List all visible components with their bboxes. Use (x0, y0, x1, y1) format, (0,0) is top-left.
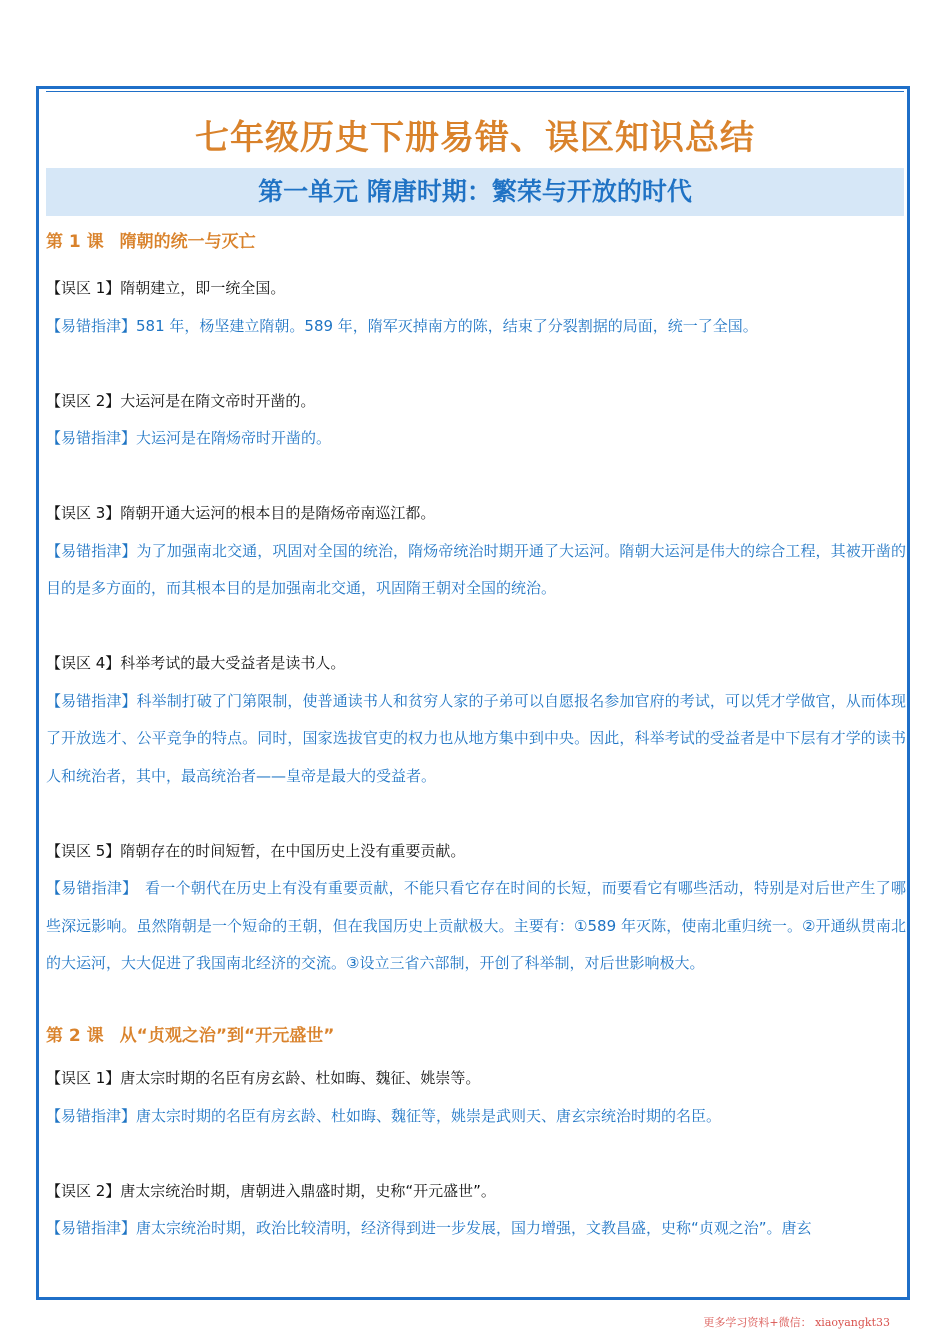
correction-note: 【易错指津】科举制打破了门第限制，使普通读书人和贫穷人家的子弟可以自愿报名参加官府的考试，可以凭才学做官，从而体现了开放选才、公平竞争的特点。同时，国家选拔官吏的权力也从地方集中到中央。因此，科举考试的受益者是中下层有才学的读书人和统治者，其中，最高统治者——皇帝是最大的受益者。 (46, 691, 906, 785)
misconception-statement: 【误区 2】唐太宗统治时期，唐朝进入鼎盛时期，史称“开元盛世”。 (46, 1181, 496, 1200)
lesson-number: 第 1 课 (46, 232, 104, 252)
misconception-statement: 【误区 1】唐太宗时期的名臣有房玄龄、杜如晦、魏征、姚崇等。 (46, 1069, 481, 1087)
top-rule-line (46, 91, 904, 92)
correction-note: 【易错指津】为了加强南北交通，巩固对全国的统治，隋炀帝统治时期开通了大运河。隋朝大运河是伟大的综合工程，其被开凿的目的是多方面的，而其根本目的是加强南北交通，巩固隋王朝对全国的统治。 (46, 541, 906, 597)
footer-contact-note: 更多学习资料+微信： xiaoyangkt33 (703, 1316, 890, 1329)
misconception-statement: 【误区 1】隋朝建立，即一统全国。 (46, 279, 286, 297)
correction-note: 【易错指津】唐太宗时期的名臣有房玄龄、杜如晦、魏征等，姚崇是武则天、唐玄宗统治时期的名臣。 (46, 1106, 722, 1125)
lesson-name: 隋朝的统一与灭亡 (119, 232, 256, 252)
misconception-statement: 【误区 3】隋朝开通大运河的根本目的是隋炀帝南巡江都。 (46, 504, 436, 522)
misconception-statement: 【误区 5】隋朝存在的时间短暂，在中国历史上没有重要贡献。 (46, 841, 466, 860)
lesson-heading (46, 226, 906, 258)
correction-note: 【易错指津】 看一个朝代在历史上有没有重要贡献，不能只看它存在时间的长短，而要看它有哪些活动，特别是对后世产生了哪些深远影响。虽然隋朝是一个短命的王朝，但在我国历史上贡献极大。主要有：①589 年灭陈，使南北重归统一。②开通纵贯南北的大运河，大大促进了我国南北经济的交流。③设立三省六部制，开创了科举制，对后世影响极大。 (46, 879, 906, 972)
misconception-statement: 【误区 2】大运河是在隋文帝时开凿的。 (46, 391, 316, 410)
lesson-name: 从“贞观之治”到“开元盛世” (119, 1026, 335, 1046)
document-title: 七年级历史下册易错、误区知识总结 (195, 118, 755, 158)
correction-note: 【易错指津】581 年，杨坚建立隋朝。589 年，隋军灭掉南方的陈，结束了分裂割据的局面，统一了全国。 (46, 316, 758, 335)
unit-heading: 第一单元 隋唐时期：繁荣与开放的时代 (46, 168, 904, 216)
lesson-number: 第 2 课 (46, 1026, 104, 1046)
document-body (46, 226, 906, 1248)
misconception-statement: 【误区 4】科举考试的最大受益者是读书人。 (46, 654, 346, 672)
correction-note: 【易错指津】大运河是在隋炀帝时开凿的。 (46, 429, 332, 447)
lesson-heading (46, 1020, 906, 1052)
correction-note: 【易错指津】唐太宗统治时期，政治比较清明，经济得到进一步发展，国力增强，文教昌盛，史称“贞观之治”。唐玄 (46, 1219, 812, 1237)
